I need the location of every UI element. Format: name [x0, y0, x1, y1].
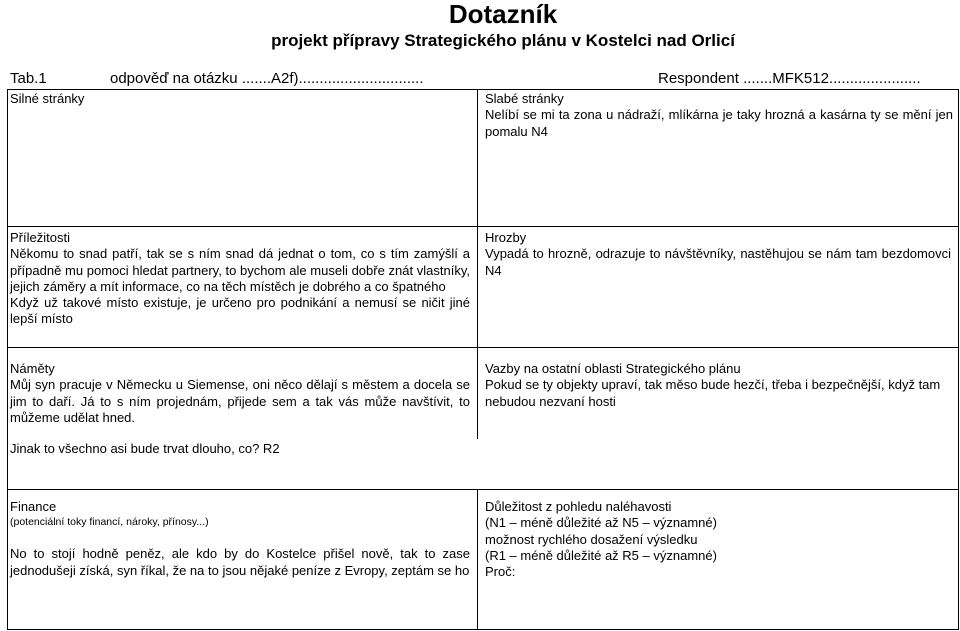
importance-scale-n: (N1 – méně důležité až N5 – významné) — [485, 515, 717, 531]
finance-cell — [10, 499, 470, 579]
table-border-left — [7, 89, 8, 630]
threats-heading: Hrozby — [485, 230, 527, 245]
weaknesses-text: Nelíbí se mi ta zona u nádraží, mlíkárna je taky hrozná a kasárna ty se mění jen pomalu N4 — [485, 107, 953, 139]
ideas-text-1: Můj syn pracuje v Německu u Siemense, oni něco dělají s městem a docela se jim to daří. Já to s ním projednám, přijede sem a tak vás může navštívit, to můžeme udělat hned. — [10, 377, 470, 425]
page-subtitle: projekt přípravy Strategického plánu v Kostelci nad Orlicí — [271, 31, 735, 50]
finance-note: (potenciální toky financí, nároky, přínosy...) — [10, 516, 209, 529]
opportunities-text-2: Když už takové místo existuje, je určeno pro podnikání a nemusí se ničit jiné lepší místo — [10, 295, 470, 327]
question-reference: odpověď na otázku .......A2f).............................. — [110, 70, 424, 87]
strengths-heading: Silné stránky — [10, 91, 85, 106]
threats-cell — [485, 230, 951, 279]
opportunities-cell — [10, 230, 470, 328]
table-divider-row-3 — [7, 489, 959, 490]
table-border-bottom — [7, 629, 959, 630]
weaknesses-cell — [485, 91, 953, 140]
weaknesses-heading: Slabé stránky — [485, 91, 564, 106]
ideas-heading: Náměty — [10, 361, 55, 376]
finance-heading: Finance — [10, 499, 57, 514]
importance-cell — [485, 499, 953, 580]
importance-heading: Důležitost z pohledu naléhavosti — [485, 499, 672, 514]
links-cell — [485, 361, 953, 410]
questionnaire-table — [7, 89, 959, 630]
table-border-top — [7, 89, 959, 90]
table-column-divider-lower — [477, 489, 478, 630]
tab-number: Tab.1 — [10, 70, 47, 87]
links-heading: Vazby na ostatní oblasti Strategického plánu — [485, 361, 741, 376]
importance-why-label: Proč: — [485, 564, 516, 580]
links-text: Pokud se ty objekty upraví, tak měso bude hezčí, třeba i bezpečnější, když tam nebudou nezvaní hosti — [485, 377, 941, 409]
table-divider-row-2 — [7, 347, 959, 348]
strengths-cell — [10, 91, 470, 107]
importance-speed-label: možnost rychlého dosažení výsledku — [485, 531, 698, 547]
opportunities-heading: Příležitosti — [10, 230, 70, 245]
page-title: Dotazník — [448, 0, 558, 29]
respondent-code: Respondent .......MFK512...................... — [658, 70, 921, 87]
opportunities-text-1: Někomu to snad patří, tak se s ním snad dá jednat o tom, co s tím zamýšlí a případně mu pomoci hledat partnery, to bychom ale museli dobře znát vlastníky, jejich záměry a mít informace, co na těch místěch je dobrého a co špatného — [10, 246, 470, 294]
table-column-divider-upper — [477, 89, 478, 439]
finance-text: No to stojí hodně peněz, ale kdo by do Kostelce přišel nově, tak to zase jednodušeji získá, syn říkal, že na to jsou nějaké peníze z Evropy, zeptám se ho — [10, 546, 470, 578]
importance-scale-r: (R1 – méně důležité až R5 – významné) — [485, 547, 717, 563]
threats-text: Vypadá to hrozně, odrazuje to návštěvníky, nastěhujou se nám tam bezdomovci N4 — [485, 246, 951, 278]
ideas-text-2: Jinak to všechno asi bude trvat dlouho, co? R2 — [10, 441, 280, 457]
table-divider-row-1 — [7, 226, 959, 227]
ideas-cell — [10, 361, 470, 457]
table-border-right — [958, 89, 959, 630]
